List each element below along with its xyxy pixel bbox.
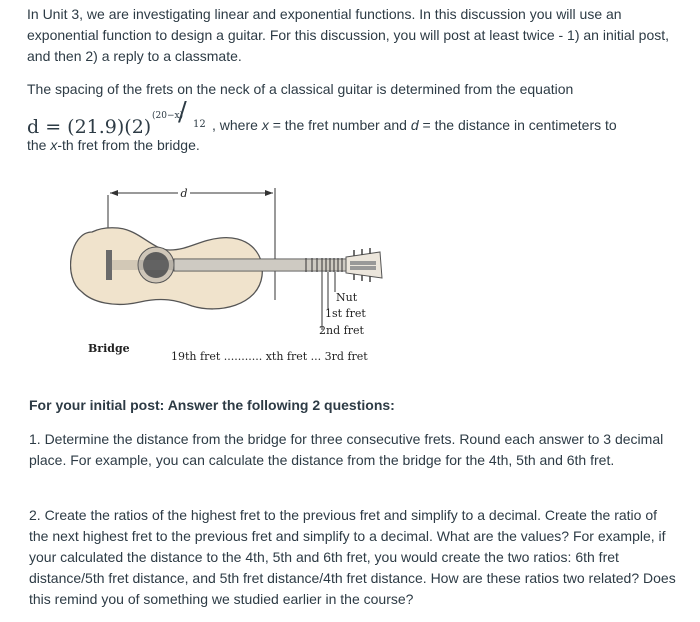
- intro-paragraph: [0, 4, 700, 67]
- after-formula-text: [27, 135, 680, 156]
- question-2-text: 2. Create the ratios of the highest fret to the previous fret and simplify to a decimal. Create the ratio of the next highest fret to the previous fret and simplify to a decimal. What are the values? For example, if your calculated the distance to the 4th, 5th and 6th fret, you would create the two ratios: 6th fret distance/5th fret distance, and 5th fret distance/4th fret distance. How are these ratios two related? Does this remind you of something we studied earlier in the course?: [29, 507, 676, 607]
- equation-denominator: 12: [193, 119, 206, 130]
- guitar-diagram: [70, 180, 400, 380]
- equation-slash: /: [178, 97, 187, 127]
- where-suffix: = the distance in centimeters to: [418, 117, 617, 133]
- equation-exponent: (20−x): [152, 111, 184, 121]
- first-fret-label: 1st fret: [325, 307, 366, 320]
- where-d: d: [410, 117, 419, 133]
- where-x: x: [261, 117, 269, 133]
- where-prefix: , where: [212, 117, 262, 133]
- after-prefix: the: [27, 137, 51, 153]
- bridge-label: Bridge: [88, 342, 130, 355]
- intro-text: In Unit 3, we are investigating linear and exponential functions. In this discussion you will use an exponential function to design a guitar. For this discussion, you will post at least twice - 1) an initial post, and then 2) a reply to a classmate.: [27, 6, 670, 64]
- initial-post-heading-block: [0, 395, 700, 416]
- d-label: d: [180, 187, 188, 200]
- after-var: x: [50, 137, 58, 153]
- question-1-text: 1. Determine the distance from the bridge for three consecutive frets. Round each answer to 3 decimal place. For example, you can calculate the distance from the bridge for the 4th, 5th and 6th fret.: [29, 431, 664, 468]
- initial-post-heading: For your initial post: Answer the following 2 questions:: [29, 397, 395, 413]
- fret-sequence-label: 19th fret ........... xth fret ... 3rd fret: [171, 350, 368, 363]
- fret-equation: [27, 97, 687, 138]
- after-formula-line: [0, 135, 700, 156]
- question-1: [0, 429, 700, 471]
- equation-where-clause: [212, 115, 617, 136]
- after-suffix: -th fret from the bridge.: [57, 137, 200, 153]
- spacing-text: The spacing of the frets on the neck of a classical guitar is determined from the equation: [27, 81, 574, 97]
- nut-label: Nut: [336, 291, 358, 304]
- second-fret-label: 2nd fret: [319, 324, 364, 337]
- spacing-paragraph: [0, 79, 700, 100]
- where-mid: = the fret number and: [268, 117, 411, 133]
- equation-main: d = (21.9)(2): [27, 116, 152, 138]
- question-2: [0, 505, 700, 610]
